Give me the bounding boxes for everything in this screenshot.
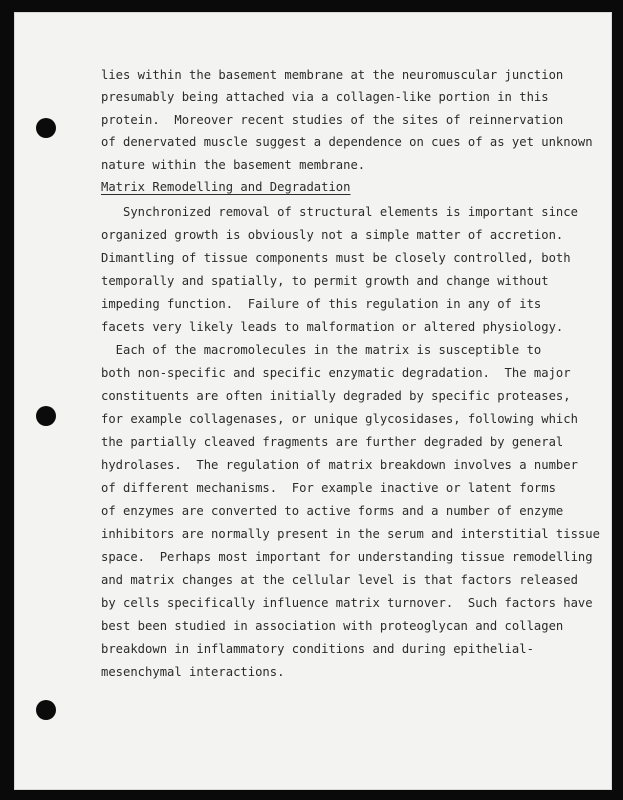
text-line: Each of the macromolecules in the matrix is susceptible to: [101, 343, 542, 357]
text-line: hydrolases. The regulation of matrix breakdown involves a number: [101, 458, 578, 472]
text-line: of different mechanisms. For example inactive or latent forms: [101, 481, 556, 495]
text-line: and matrix changes at the cellular level is that factors released: [101, 573, 578, 587]
text-line: constituents are often initially degraded by specific proteases,: [101, 389, 571, 403]
text-line: temporally and spatially, to permit growth and change without: [101, 274, 549, 288]
paper-page: [14, 12, 612, 790]
punch-hole-bottom: [36, 700, 56, 720]
text-line: for example collagenases, or unique glycosidases, following which: [101, 412, 578, 426]
typed-text-body: [14, 12, 600, 679]
text-line: inhibitors are normally present in the serum and interstitial tissue: [101, 527, 600, 541]
text-line: best been studied in association with proteoglycan and collagen: [101, 619, 564, 633]
section-heading: Matrix Remodelling and Degradation: [101, 180, 351, 194]
text-line: breakdown in inflammatory conditions and during epithelial-: [101, 642, 534, 656]
text-line: facets very likely leads to malformation or altered physiology.: [101, 320, 564, 334]
text-line: space. Perhaps most important for understanding tissue remodelling: [101, 550, 593, 564]
text-line: Dimantling of tissue components must be closely controlled, both: [101, 251, 571, 265]
text-line: organized growth is obviously not a simple matter of accretion.: [101, 228, 564, 242]
text-line: nature within the basement membrane.: [101, 158, 366, 172]
text-line: of enzymes are converted to active forms and a number of enzyme: [101, 504, 564, 518]
text-line: by cells specifically influence matrix turnover. Such factors have: [101, 596, 593, 610]
text-line: presumably being attached via a collagen-like portion in this: [101, 90, 549, 104]
text-line: impeding function. Failure of this regulation in any of its: [101, 297, 542, 311]
text-line: Synchronized removal of structural elements is important since: [101, 205, 578, 219]
text-line: of denervated muscle suggest a dependence on cues of as yet unknown: [101, 135, 593, 149]
text-line: the partially cleaved fragments are further degraded by general: [101, 435, 564, 449]
text-line: both non-specific and specific enzymatic degradation. The major: [101, 366, 571, 380]
text-line: lies within the basement membrane at the neuromuscular junction: [101, 68, 564, 82]
text-line: protein. Moreover recent studies of the sites of reinnervation: [101, 113, 564, 127]
text-line: mesenchymal interactions.: [101, 665, 285, 679]
